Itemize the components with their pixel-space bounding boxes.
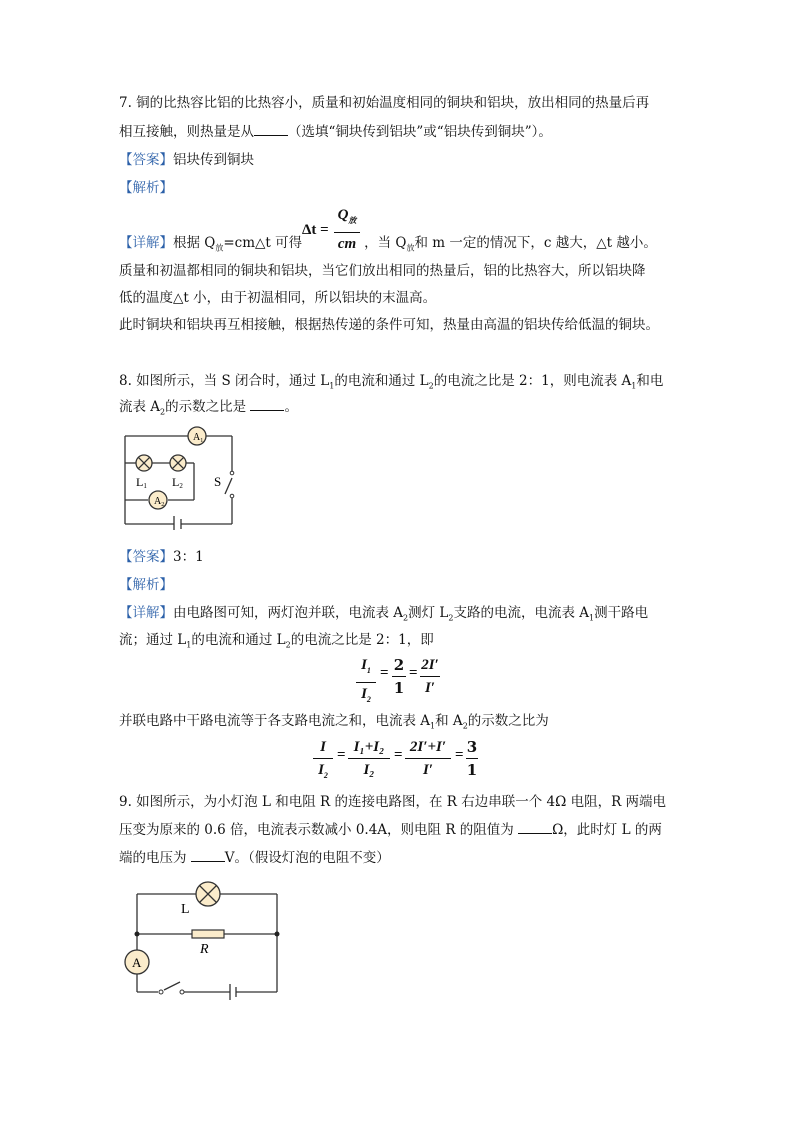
formula-delta-t: Δt = [302,222,329,238]
q8-line-2: 流表 $A_2$的示数之比是 。 [119,399,298,417]
q7-analysis-tag: 【解析】 [119,180,173,196]
ammeter-a1-label: $A_1$ [193,432,204,444]
q8-detail-2: 流；通过 $L_1$的电流和通过 $L_2$的电流之比是 2：1，即 [119,632,434,650]
q8-detail-1: 【详解】由电路图可知，两灯泡并联，电流表 $A_2$测灯 $L_2$支路的电流，电流表 $A_1$测干路电 [119,605,649,623]
lamp-l1-label: L1 [136,475,147,490]
q8-analysis-tag: 【解析】 [119,577,173,593]
answer-tag: 【答案】 [119,152,173,168]
q7-line-2: 相互接触，则热量是从 （选填“铜块传到铝块”或“铝块传到铜块”）。 [119,124,552,140]
q8-detail-3: 并联电路中干路电流等于各支路电流之和，电流表 $A_1$和 $A_2$的示数之比为 [119,713,549,731]
answer-blank [254,123,288,136]
q8-circuit-diagram [118,420,243,530]
switch-s-label: S [214,474,222,489]
q7-line-1: 7. 铜的比热容比铝的比热容小，质量和初始温度相同的铜块和铝块，放出相同的热量后再 [119,95,650,111]
q9-line-2: 压变为原来的 0.6 倍，电流表示数减小 0.4A，则电阻 R 的阻值为 Ω，此时灯 L 的两 [119,822,662,838]
q7-detail-3: 低的温度△t 小，由于初温相同，所以铝块的末温高。 [119,290,437,306]
q7-answer: 【答案】铝块传到铜块 [119,152,254,168]
answer-blank [250,398,284,411]
answer-blank [518,821,552,834]
answer-blank [191,849,225,862]
q7-detail-4: 此时铜块和铝块再互相接触，根据热传递的条件可知，热量由高温的铝块传给低温的铜块。 [119,317,659,333]
lamp-l-label: L [181,902,190,917]
q9-line-3: 端的电压为 V。（假设灯泡的电阻不变） [119,850,390,866]
q9-circuit-diagram [120,872,285,1000]
resistor-r-label: R [200,942,209,957]
lamp-l2-label: L2 [172,475,183,490]
formula-fraction: $Q_放$ cm [334,205,360,254]
ammeter-a2-label: $A_2$ [154,496,165,508]
q8-line-1: 8. 如图所示，当 S 闭合时，通过 $L_1$的电流和通过 $L_2$的电流之比是 2：1，则电流表 $A_1$和电 [119,373,664,391]
q9-line-1: 9. 如图所示，为小灯泡 L 和电阻 R 的连接电路图，在 R 右边串联一个 4Ω 电阻，R 两端电 [119,794,667,810]
ammeter-a-label: A [132,955,142,970]
q8-answer: 【答案】3：1 [119,549,204,565]
q7-detail-2: 质量和初温都相同的铜块和铝块，当它们放出相同的热量后，铝的比热容大，所以铝块降 [119,263,646,279]
q7-detail-1: 【详解】根据 $Q_放=cm\triangle t$ 可得 ，当 $Q_放$和 m 一定的情况下，c 越大，△t 越小。 [119,235,657,253]
